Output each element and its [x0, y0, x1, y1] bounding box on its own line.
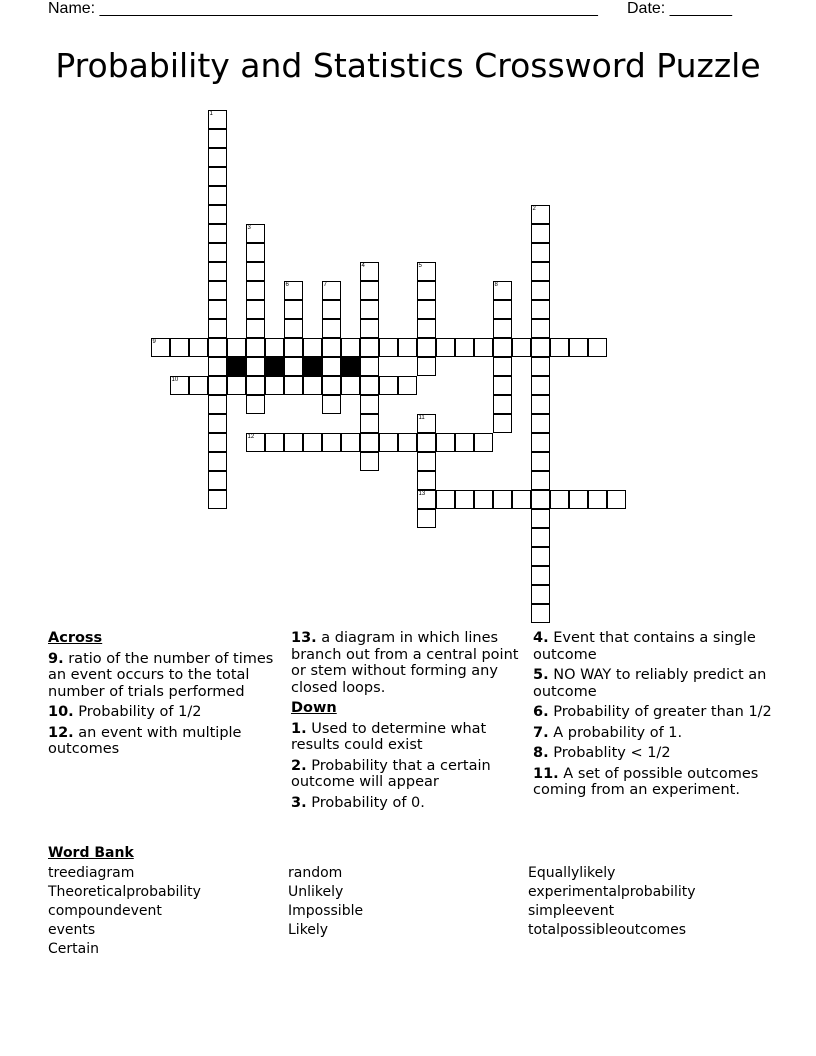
- crossword-cell[interactable]: [531, 205, 550, 224]
- crossword-cell[interactable]: [360, 319, 379, 338]
- cell-number: 13: [418, 491, 426, 497]
- crossword-cell[interactable]: [246, 376, 265, 395]
- crossword-cell[interactable]: [360, 300, 379, 319]
- clue-number: 13.: [291, 630, 317, 646]
- clue-number: 11.: [533, 765, 559, 782]
- clue-down-7: [533, 725, 773, 742]
- clue-text: an event with multiple outcomes: [48, 724, 242, 757]
- crossword-cell[interactable]: [493, 395, 512, 414]
- clue-text: Probability of greater than 1/2: [548, 704, 772, 720]
- word-bank-item: Unlikely: [288, 884, 344, 900]
- crossword-cell[interactable]: [531, 395, 550, 414]
- crossword-cell[interactable]: [284, 319, 303, 338]
- crossword-cell[interactable]: [493, 319, 512, 338]
- crossword-cell[interactable]: [493, 490, 512, 509]
- clue-text: A set of possible outcomes coming from an experiment.: [533, 765, 759, 798]
- clues-column-1: [48, 630, 288, 762]
- crossword-cell[interactable]: [189, 376, 208, 395]
- crossword-cell[interactable]: [531, 357, 550, 376]
- clue-down-1: [291, 721, 531, 754]
- crossword-cell[interactable]: [284, 300, 303, 319]
- clue-text: a diagram in which lines branch out from a central point or stem without forming any closed loops.: [291, 630, 519, 696]
- cell-number: 3: [247, 225, 251, 231]
- crossword-cell[interactable]: [531, 509, 550, 528]
- clue-down-11: [533, 766, 773, 799]
- clues-column-2: [291, 630, 531, 815]
- crossword-cell[interactable]: [360, 395, 379, 414]
- clue-text: NO WAY to reliably predict an outcome: [533, 667, 767, 700]
- crossword-cell[interactable]: [322, 281, 341, 300]
- crossword-cell[interactable]: [588, 490, 607, 509]
- clues-column-3: [533, 630, 773, 803]
- clue-text: Event that contains a single outcome: [533, 630, 756, 663]
- cell-number: 1: [209, 111, 213, 117]
- crossword-cell[interactable]: [531, 414, 550, 433]
- crossword-cell[interactable]: [284, 376, 303, 395]
- word-bank-item: treediagram: [48, 865, 135, 881]
- name-field-label[interactable]: Name: ________________________________________________________: [48, 0, 598, 17]
- crossword-cell[interactable]: [208, 471, 227, 490]
- crossword-cell[interactable]: [417, 433, 436, 452]
- word-bank-item: Theoreticalprobability: [48, 884, 201, 900]
- crossword-cell[interactable]: [379, 433, 398, 452]
- word-bank-item: compoundevent: [48, 903, 162, 919]
- crossword-cell[interactable]: [531, 376, 550, 395]
- crossword-cell[interactable]: [208, 452, 227, 471]
- header: [48, 0, 768, 20]
- crossword-cell[interactable]: [493, 376, 512, 395]
- crossword-cell[interactable]: [322, 433, 341, 452]
- clue-number: 5.: [533, 667, 549, 683]
- crossword-cell[interactable]: [531, 566, 550, 585]
- across-heading: Across: [48, 630, 103, 646]
- word-bank-item: events: [48, 922, 96, 938]
- crossword-cell[interactable]: [455, 338, 474, 357]
- cell-number: 7: [323, 282, 327, 288]
- crossword-cell[interactable]: [208, 224, 227, 243]
- crossword-cell[interactable]: [322, 300, 341, 319]
- crossword-cell[interactable]: [208, 300, 227, 319]
- word-bank-item: simpleevent: [528, 903, 615, 919]
- cell-number: 2: [532, 206, 536, 212]
- crossword-cell[interactable]: [227, 376, 246, 395]
- crossword-cell[interactable]: [360, 414, 379, 433]
- clue-text: Used to determine what results could exist: [291, 720, 487, 753]
- crossword-cell[interactable]: [246, 395, 265, 414]
- clue-text: A probability of 1.: [548, 724, 683, 741]
- crossword-cell[interactable]: [531, 490, 550, 509]
- clue-text: Probability of 0.: [306, 794, 425, 811]
- crossword-cell[interactable]: [436, 490, 455, 509]
- crossword-cell[interactable]: [208, 376, 227, 395]
- cell-number: 12: [247, 434, 255, 440]
- word-bank-title: Word Bank: [48, 845, 134, 861]
- clue-down-3: [291, 795, 531, 812]
- crossword-cell[interactable]: [208, 110, 227, 129]
- crossword-cell[interactable]: [531, 604, 550, 623]
- crossword-cell[interactable]: [531, 243, 550, 262]
- crossword-cell[interactable]: [208, 357, 227, 376]
- clue-text: Probability that a certain outcome will appear: [291, 757, 491, 790]
- crossword-cell[interactable]: [493, 414, 512, 433]
- clue-text: ratio of the number of times an event occurs to the total number of trials performed: [48, 650, 274, 700]
- crossword-cell[interactable]: [170, 376, 189, 395]
- crossword-cell[interactable]: [360, 357, 379, 376]
- page-title: Probability and Statistics Crossword Puzzle: [55, 46, 761, 85]
- black-cell: [303, 357, 322, 376]
- crossword-cell[interactable]: [531, 528, 550, 547]
- crossword-cell[interactable]: [360, 433, 379, 452]
- crossword-cell[interactable]: [246, 281, 265, 300]
- word-bank-item: Equallylikely: [528, 865, 616, 881]
- black-cell: [227, 357, 246, 376]
- crossword-cell[interactable]: [284, 338, 303, 357]
- crossword-cell[interactable]: [417, 490, 436, 509]
- crossword-cell[interactable]: [588, 338, 607, 357]
- crossword-cell[interactable]: [246, 243, 265, 262]
- word-bank-column-1: [48, 864, 201, 959]
- crossword-cell[interactable]: [246, 224, 265, 243]
- crossword-cell[interactable]: [531, 547, 550, 566]
- crossword-cell[interactable]: [474, 338, 493, 357]
- down-heading: Down: [291, 700, 337, 716]
- crossword-cell[interactable]: [550, 490, 569, 509]
- crossword-cell[interactable]: [246, 262, 265, 281]
- clue-number: 6.: [533, 704, 549, 720]
- crossword-cell[interactable]: [208, 167, 227, 186]
- crossword-cell[interactable]: [341, 376, 360, 395]
- crossword-cell[interactable]: [398, 376, 417, 395]
- crossword-cell[interactable]: [208, 243, 227, 262]
- crossword-cell[interactable]: [531, 224, 550, 243]
- crossword-cell[interactable]: [436, 433, 455, 452]
- crossword-cell[interactable]: [417, 262, 436, 281]
- crossword-cell[interactable]: [208, 433, 227, 452]
- clue-number: 1.: [291, 720, 307, 737]
- crossword-cell[interactable]: [417, 338, 436, 357]
- crossword-cell[interactable]: [531, 300, 550, 319]
- crossword-cell[interactable]: [531, 319, 550, 338]
- clue-number: 7.: [533, 724, 549, 741]
- crossword-cell[interactable]: [227, 338, 246, 357]
- crossword-cell[interactable]: [265, 338, 284, 357]
- crossword-cell[interactable]: [493, 300, 512, 319]
- crossword-cell[interactable]: [379, 338, 398, 357]
- word-bank-column-3: [528, 864, 696, 940]
- crossword-cell[interactable]: [170, 338, 189, 357]
- crossword-cell[interactable]: [436, 338, 455, 357]
- crossword-cell[interactable]: [303, 376, 322, 395]
- clue-across-10: [48, 704, 288, 721]
- crossword-cell[interactable]: [360, 376, 379, 395]
- crossword-cell[interactable]: [208, 395, 227, 414]
- clue-across-9: [48, 651, 288, 701]
- crossword-cell[interactable]: [246, 433, 265, 452]
- clue-down-2: [291, 758, 531, 791]
- crossword-cell[interactable]: [341, 338, 360, 357]
- crossword-cell[interactable]: [474, 433, 493, 452]
- crossword-cell[interactable]: [246, 319, 265, 338]
- crossword-cell[interactable]: [284, 433, 303, 452]
- clue-number: 2.: [291, 757, 307, 774]
- crossword-cell[interactable]: [208, 281, 227, 300]
- black-cell: [265, 357, 284, 376]
- crossword-cell[interactable]: [550, 338, 569, 357]
- word-bank-item: experimentalprobability: [528, 884, 696, 900]
- clue-across-13: [291, 630, 531, 696]
- date-field-label[interactable]: Date: _______: [627, 0, 732, 17]
- crossword-cell[interactable]: [322, 319, 341, 338]
- cell-number: 9: [152, 339, 156, 345]
- clue-down-8: [533, 745, 773, 762]
- crossword-cell[interactable]: [341, 433, 360, 452]
- word-bank-item: random: [288, 865, 343, 881]
- crossword-cell[interactable]: [417, 509, 436, 528]
- clue-number: 8.: [533, 745, 549, 761]
- crossword-cell[interactable]: [531, 433, 550, 452]
- crossword-cell[interactable]: [322, 395, 341, 414]
- crossword-cell[interactable]: [531, 471, 550, 490]
- crossword-cell[interactable]: [303, 433, 322, 452]
- cell-number: 8: [494, 282, 498, 288]
- crossword-cell[interactable]: [322, 357, 341, 376]
- crossword-cell[interactable]: [512, 490, 531, 509]
- crossword-cell[interactable]: [246, 300, 265, 319]
- cell-number: 6: [285, 282, 289, 288]
- crossword-cell[interactable]: [417, 414, 436, 433]
- crossword-cell[interactable]: [208, 148, 227, 167]
- crossword-cell[interactable]: [208, 490, 227, 509]
- crossword-cell[interactable]: [208, 262, 227, 281]
- clue-text: Probability of 1/2: [73, 704, 202, 720]
- crossword-cell[interactable]: [208, 338, 227, 357]
- crossword-cell[interactable]: [360, 262, 379, 281]
- clue-number: 4.: [533, 630, 549, 646]
- crossword-cell[interactable]: [569, 490, 588, 509]
- crossword-cell[interactable]: [398, 433, 417, 452]
- crossword-cell[interactable]: [455, 490, 474, 509]
- clue-number: 12.: [48, 724, 74, 741]
- word-bank-item: Likely: [288, 922, 329, 938]
- cell-number: 10: [171, 377, 179, 383]
- crossword-cell[interactable]: [208, 319, 227, 338]
- crossword-cell[interactable]: [531, 281, 550, 300]
- crossword-cell[interactable]: [208, 129, 227, 148]
- crossword-cell[interactable]: [265, 433, 284, 452]
- crossword-cell[interactable]: [417, 281, 436, 300]
- clue-number: 3.: [291, 794, 307, 811]
- crossword-cell[interactable]: [474, 490, 493, 509]
- clue-down-4: [533, 630, 773, 663]
- cell-number: 4: [361, 263, 365, 269]
- clue-down-6: [533, 704, 773, 721]
- crossword-cell[interactable]: [360, 281, 379, 300]
- crossword-cell[interactable]: [493, 357, 512, 376]
- clue-across-12: [48, 725, 288, 758]
- cell-number: 5: [418, 263, 422, 269]
- crossword-cell[interactable]: [493, 281, 512, 300]
- crossword-cell[interactable]: [493, 338, 512, 357]
- word-bank-item: Impossible: [288, 903, 364, 919]
- crossword-cell[interactable]: [208, 186, 227, 205]
- crossword-cell[interactable]: [569, 338, 588, 357]
- word-bank-item: totalpossibleoutcomes: [528, 922, 687, 938]
- crossword-cell[interactable]: [284, 357, 303, 376]
- black-cell: [341, 357, 360, 376]
- crossword-cell[interactable]: [455, 433, 474, 452]
- crossword-cell[interactable]: [512, 338, 531, 357]
- crossword-cell[interactable]: [303, 338, 322, 357]
- clue-number: 10.: [48, 704, 74, 720]
- crossword-cell[interactable]: [284, 281, 303, 300]
- crossword-cell[interactable]: [531, 452, 550, 471]
- crossword-cell[interactable]: [151, 338, 170, 357]
- crossword-cell[interactable]: [208, 205, 227, 224]
- clue-down-5: [533, 667, 773, 700]
- crossword-cell[interactable]: [417, 319, 436, 338]
- crossword-cell[interactable]: [246, 338, 265, 357]
- crossword-cell[interactable]: [322, 338, 341, 357]
- crossword-cell[interactable]: [531, 262, 550, 281]
- crossword-cell[interactable]: [607, 490, 626, 509]
- crossword-cell[interactable]: [189, 338, 208, 357]
- crossword-cell[interactable]: [360, 452, 379, 471]
- crossword-cell[interactable]: [208, 414, 227, 433]
- crossword-cell[interactable]: [417, 300, 436, 319]
- crossword-cell[interactable]: [265, 376, 284, 395]
- clue-number: 9.: [48, 650, 64, 667]
- crossword-cell[interactable]: [360, 338, 379, 357]
- crossword-cell[interactable]: [322, 376, 341, 395]
- crossword-cell[interactable]: [246, 357, 265, 376]
- word-bank-column-2: [288, 864, 363, 940]
- crossword-cell[interactable]: [417, 357, 436, 376]
- crossword-cell[interactable]: [398, 338, 417, 357]
- cell-number: 11: [418, 415, 425, 421]
- crossword-cell[interactable]: [531, 338, 550, 357]
- crossword-cell[interactable]: [417, 452, 436, 471]
- crossword-cell[interactable]: [531, 585, 550, 604]
- clue-text: Probablity < 1/2: [548, 745, 671, 761]
- crossword-cell[interactable]: [417, 471, 436, 490]
- word-bank-item: Certain: [48, 941, 99, 957]
- crossword-cell[interactable]: [379, 376, 398, 395]
